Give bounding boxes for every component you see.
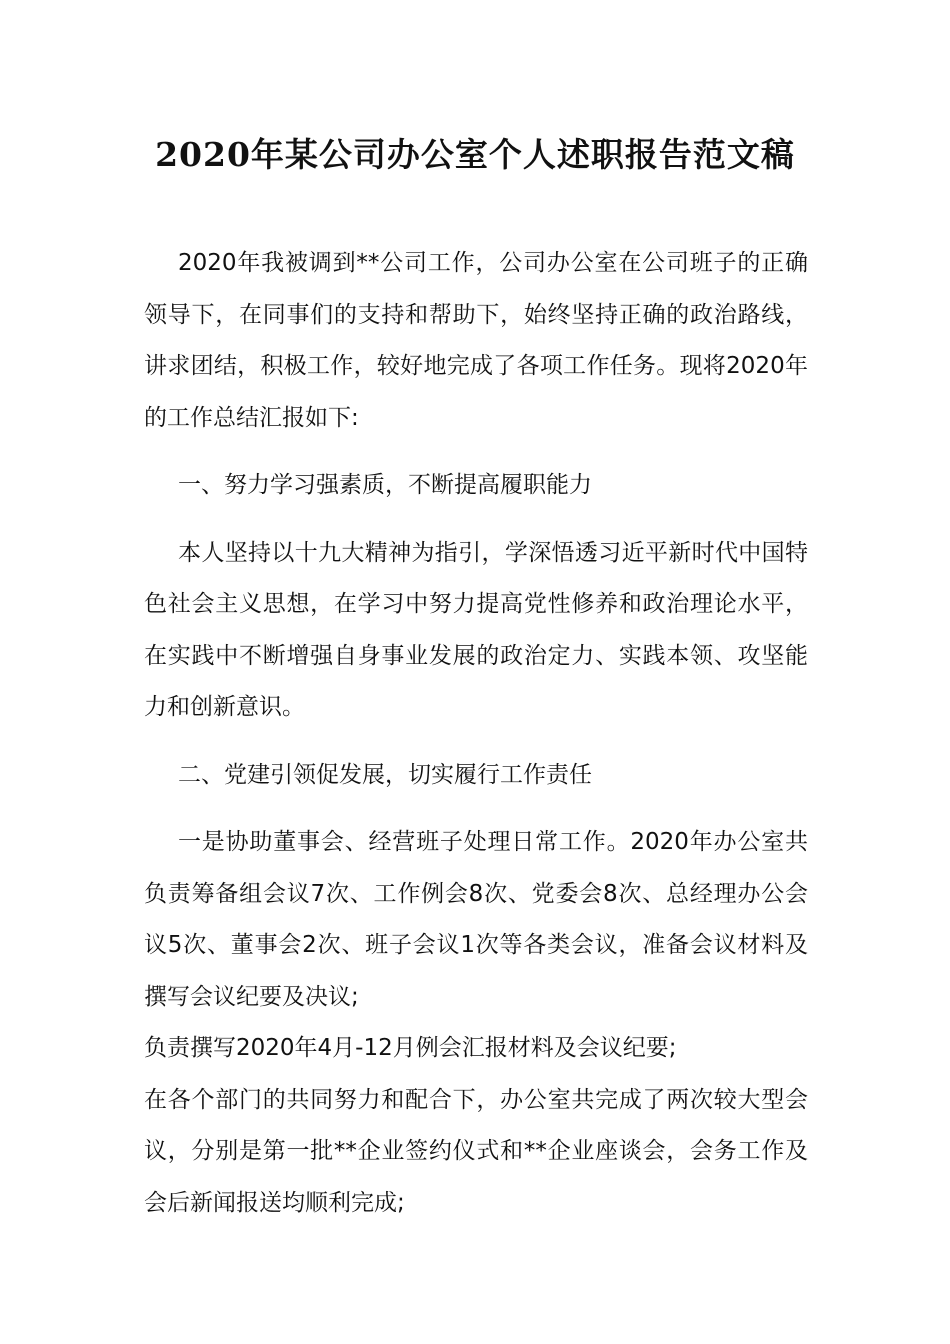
paragraph-reports: 负责撰写2020年4月-12月例会汇报材料及会议纪要; [144,1035,677,1061]
document-title: 2020年某公司办公室个人述职报告范文稿 [155,135,795,174]
section-heading-2: 二、党建引领促发展，切实履行工作责任 [178,761,592,788]
paragraph-events: 在各个部门的共同努力和配合下，办公室共完成了两次较大型会议，分别是第一批**企业签约仪式和**企业座谈会，会务工作及会后新闻报送均顺利完成; [144,1086,808,1216]
paragraph-intro: 2020年我被调到**公司工作，公司办公室在公司班子的正确领导下，在同事们的支持和帮助下，始终坚持正确的政治路线，讲求团结，积极工作，较好地完成了各项工作任务。现将2020年的工作总结汇报如下: [144,250,808,431]
paragraph-study: 本人坚持以十九大精神为指引，学深悟透习近平新时代中国特色社会主义思想，在学习中努力提高党性修养和政治理论水平，在实践中不断增强自身事业发展的政治定力、实践本领、攻坚能力和创新意识。 [144,539,808,720]
section-heading-1: 一、努力学习强素质，不断提高履职能力 [178,472,592,498]
document-body [144,238,808,1229]
paragraph-meetings: 一是协助董事会、经营班子处理日常工作。2020年办公室共负责筹备组会议7次、工作例会8次、党委会8次、总经理办公会议5次、董事会2次、班子会议1次等各类会议，准备会议材料及撰写会议纪要及决议; [144,829,808,1010]
